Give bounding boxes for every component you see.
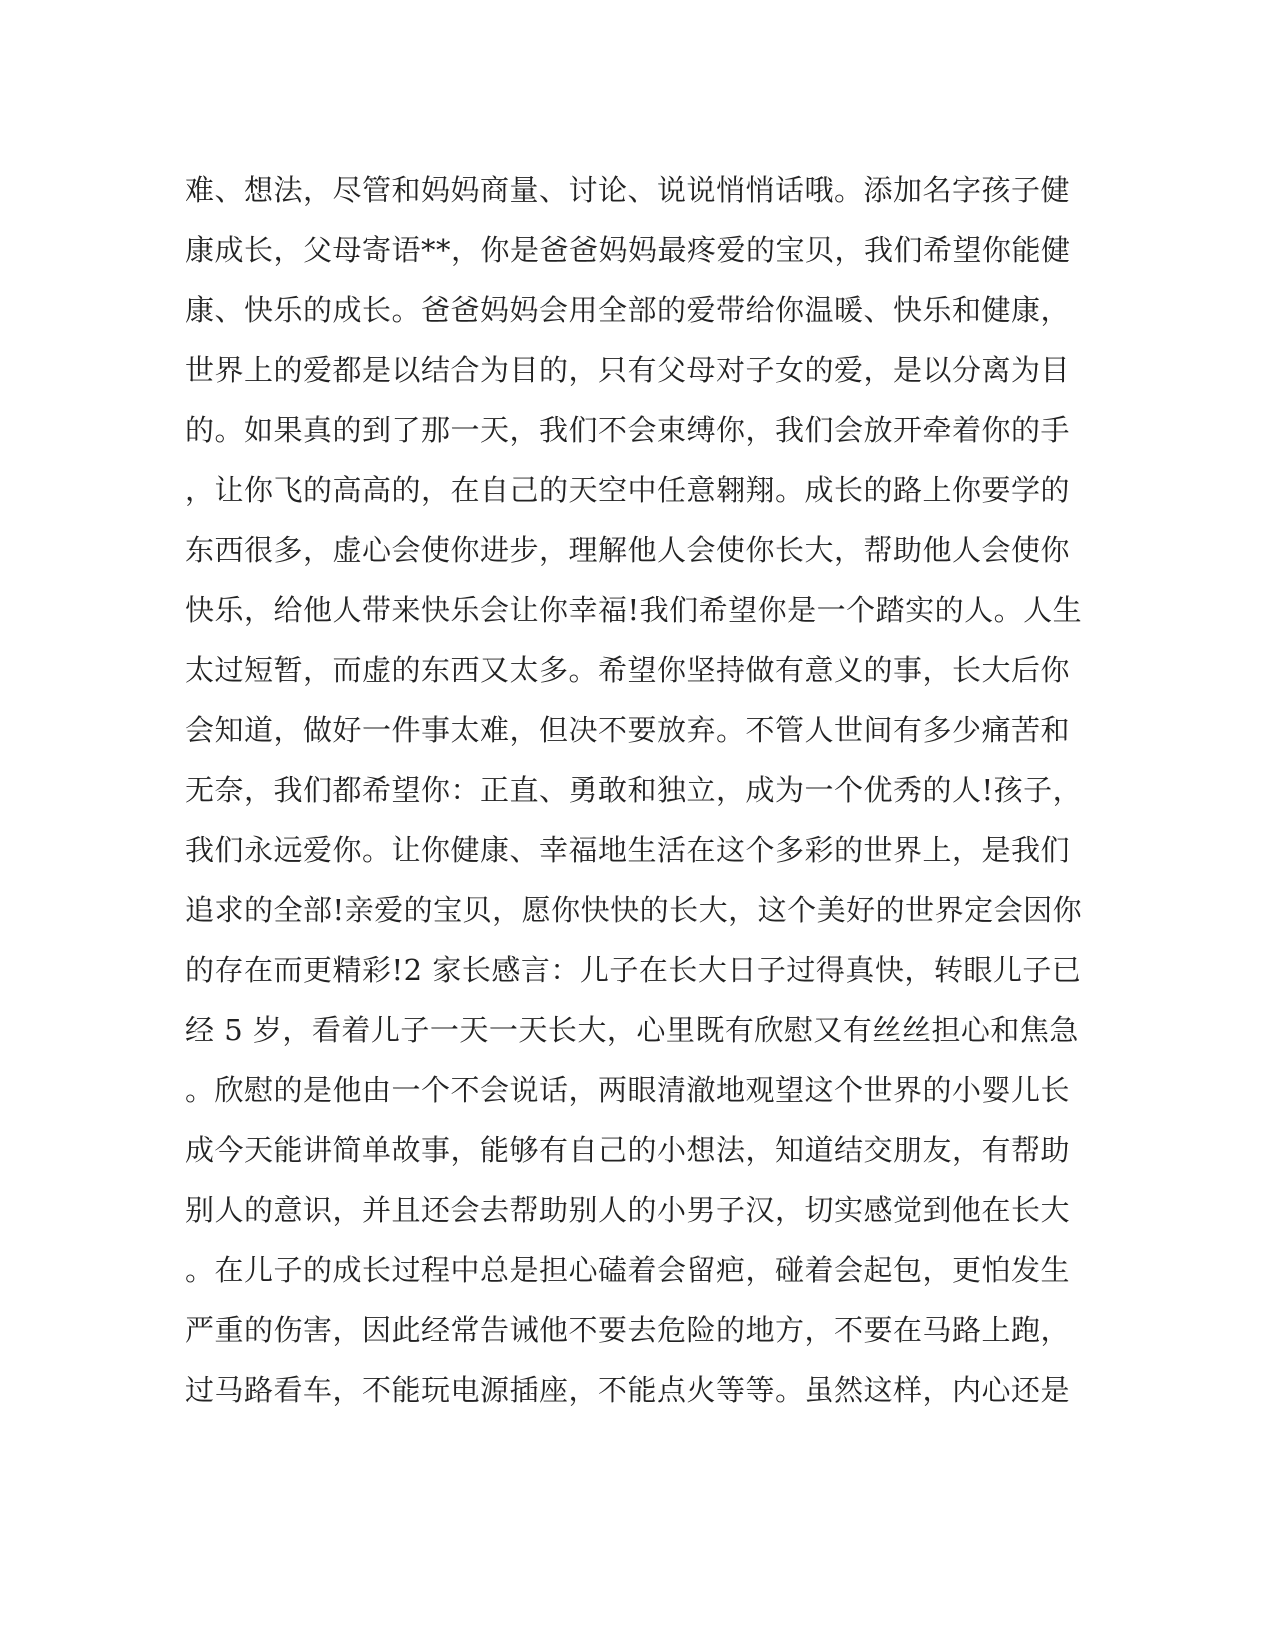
text-line: 成今天能讲简单故事，能够有自己的小想法，知道结交朋友，有帮助 — [185, 1133, 1071, 1167]
text-line: 。欣慰的是他由一个不会说话，两眼清澈地观望这个世界的小婴儿长 — [185, 1073, 1071, 1107]
text-line: 会知道，做好一件事太难，但决不要放弃。不管人世间有多少痛苦和 — [185, 713, 1071, 747]
text-line: 经 5 岁，看着儿子一天一天长大，心里既有欣慰又有丝丝担心和焦急 — [185, 1013, 1079, 1047]
text-line: 的存在而更精彩!2 家长感言：儿子在长大日子过得真快，转眼儿子已 — [185, 953, 1082, 987]
text-line: 难、想法，尽管和妈妈商量、讨论、说说悄悄话哦。添加名字孩子健 — [185, 173, 1071, 207]
text-line: 的。如果真的到了那一天，我们不会束缚你，我们会放开牵着你的手 — [185, 413, 1071, 447]
text-line: 东西很多，虚心会使你进步，理解他人会使你长大，帮助他人会使你 — [185, 533, 1071, 567]
text-line: ，让你飞的高高的，在自己的天空中任意翱翔。成长的路上你要学的 — [185, 473, 1071, 507]
text-line: 康成长，父母寄语**，你是爸爸妈妈最疼爱的宝贝，我们希望你能健 — [185, 233, 1071, 267]
text-line: 别人的意识，并且还会去帮助别人的小男子汉，切实感觉到他在长大 — [185, 1193, 1071, 1227]
text-line: 快乐，给他人带来快乐会让你幸福!我们希望你是一个踏实的人。人生 — [185, 593, 1083, 627]
text-line: 康、快乐的成长。爸爸妈妈会用全部的爱带给你温暖、快乐和健康， — [185, 293, 1071, 327]
text-line: 严重的伤害，因此经常告诫他不要去危险的地方，不要在马路上跑， — [185, 1313, 1071, 1347]
text-line: 我们永远爱你。让你健康、幸福地生活在这个多彩的世界上，是我们 — [185, 833, 1071, 867]
text-line: 太过短暂，而虚的东西又太多。希望你坚持做有意义的事，长大后你 — [185, 653, 1071, 687]
text-line: 世界上的爱都是以结合为目的，只有父母对子女的爱，是以分离为目 — [185, 353, 1071, 387]
text-line: 追求的全部!亲爱的宝贝，愿你快快的长大，这个美好的世界定会因你 — [185, 893, 1083, 927]
body-text — [185, 160, 1083, 1420]
text-line: 。在儿子的成长过程中总是担心磕着会留疤，碰着会起包，更怕发生 — [185, 1253, 1071, 1287]
text-line: 过马路看车，不能玩电源插座，不能点火等等。虽然这样，内心还是 — [185, 1373, 1071, 1407]
text-line: 无奈，我们都希望你：正直、勇敢和独立，成为一个优秀的人!孩子， — [185, 773, 1083, 807]
